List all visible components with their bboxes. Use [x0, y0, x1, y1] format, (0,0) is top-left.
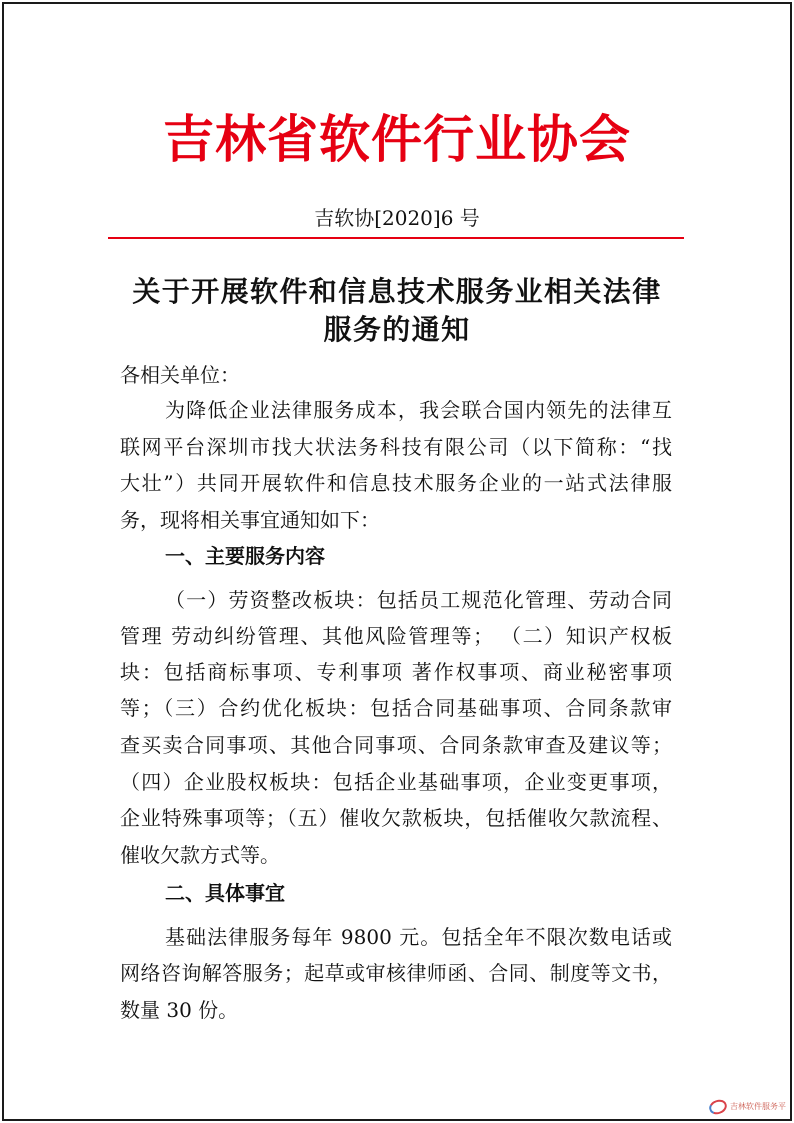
- watermark-logo-icon: [707, 1097, 729, 1116]
- section-1-line: 块：包括商标事项、专利事项 著作权事项、商业秘密事项: [120, 660, 672, 684]
- section-1-line: 查买卖合同事项、其他合同事项、合同条款审查及建议等；: [120, 733, 672, 757]
- section-1-heading: 一、主要服务内容: [165, 544, 325, 568]
- section-1-line: （一）劳资整改板块：包括员工规范化管理、劳动合同: [165, 588, 672, 612]
- section-1-line: 企业特殊事项等；（五）催收欠款板块，包括催收欠款流程、: [120, 806, 672, 830]
- watermark: [709, 1100, 786, 1114]
- organization-title: 吉林省软件行业协会: [162, 110, 631, 170]
- watermark-text: 吉林软件服务平: [730, 1102, 786, 1111]
- section-2-line: 网络咨询解答服务；起草或审核律师函、合同、制度等文书，: [120, 961, 672, 985]
- notice-title-line-1: 关于开展软件和信息技术服务业相关法律: [132, 275, 662, 308]
- section-2-line: 基础法律服务每年 9800 元。包括全年不限次数电话或: [165, 925, 672, 949]
- section-1-line: 催收欠款方式等。: [120, 843, 280, 867]
- notice-title-line-2: 服务的通知: [323, 313, 471, 346]
- document-number: 吉软协[2020]6 号: [314, 206, 480, 230]
- salutation: 各相关单位：: [120, 363, 240, 387]
- section-2-heading: 二、具体事宜: [165, 881, 285, 905]
- red-header-rule: [108, 237, 684, 239]
- section-1-line: （四）企业股权板块：包括企业基础事项，企业变更事项，: [120, 770, 672, 794]
- section-2-line: 数量 30 份。: [120, 998, 239, 1022]
- intro-line: 联网平台深圳市找大状法务科技有限公司（以下简称：“找: [120, 435, 672, 459]
- section-1-line: 等；（三）合约优化板块：包括合同基础事项、合同条款审: [120, 696, 672, 720]
- intro-line: 务，现将相关事宜通知如下：: [120, 508, 380, 532]
- intro-line: 大壮”）共同开展软件和信息技术服务企业的一站式法律服: [120, 471, 672, 495]
- section-1-line: 管理 劳动纠纷管理、其他风险管理等； （二）知识产权板: [120, 624, 672, 648]
- intro-line: 为降低企业法律服务成本，我会联合国内领先的法律互: [165, 398, 672, 422]
